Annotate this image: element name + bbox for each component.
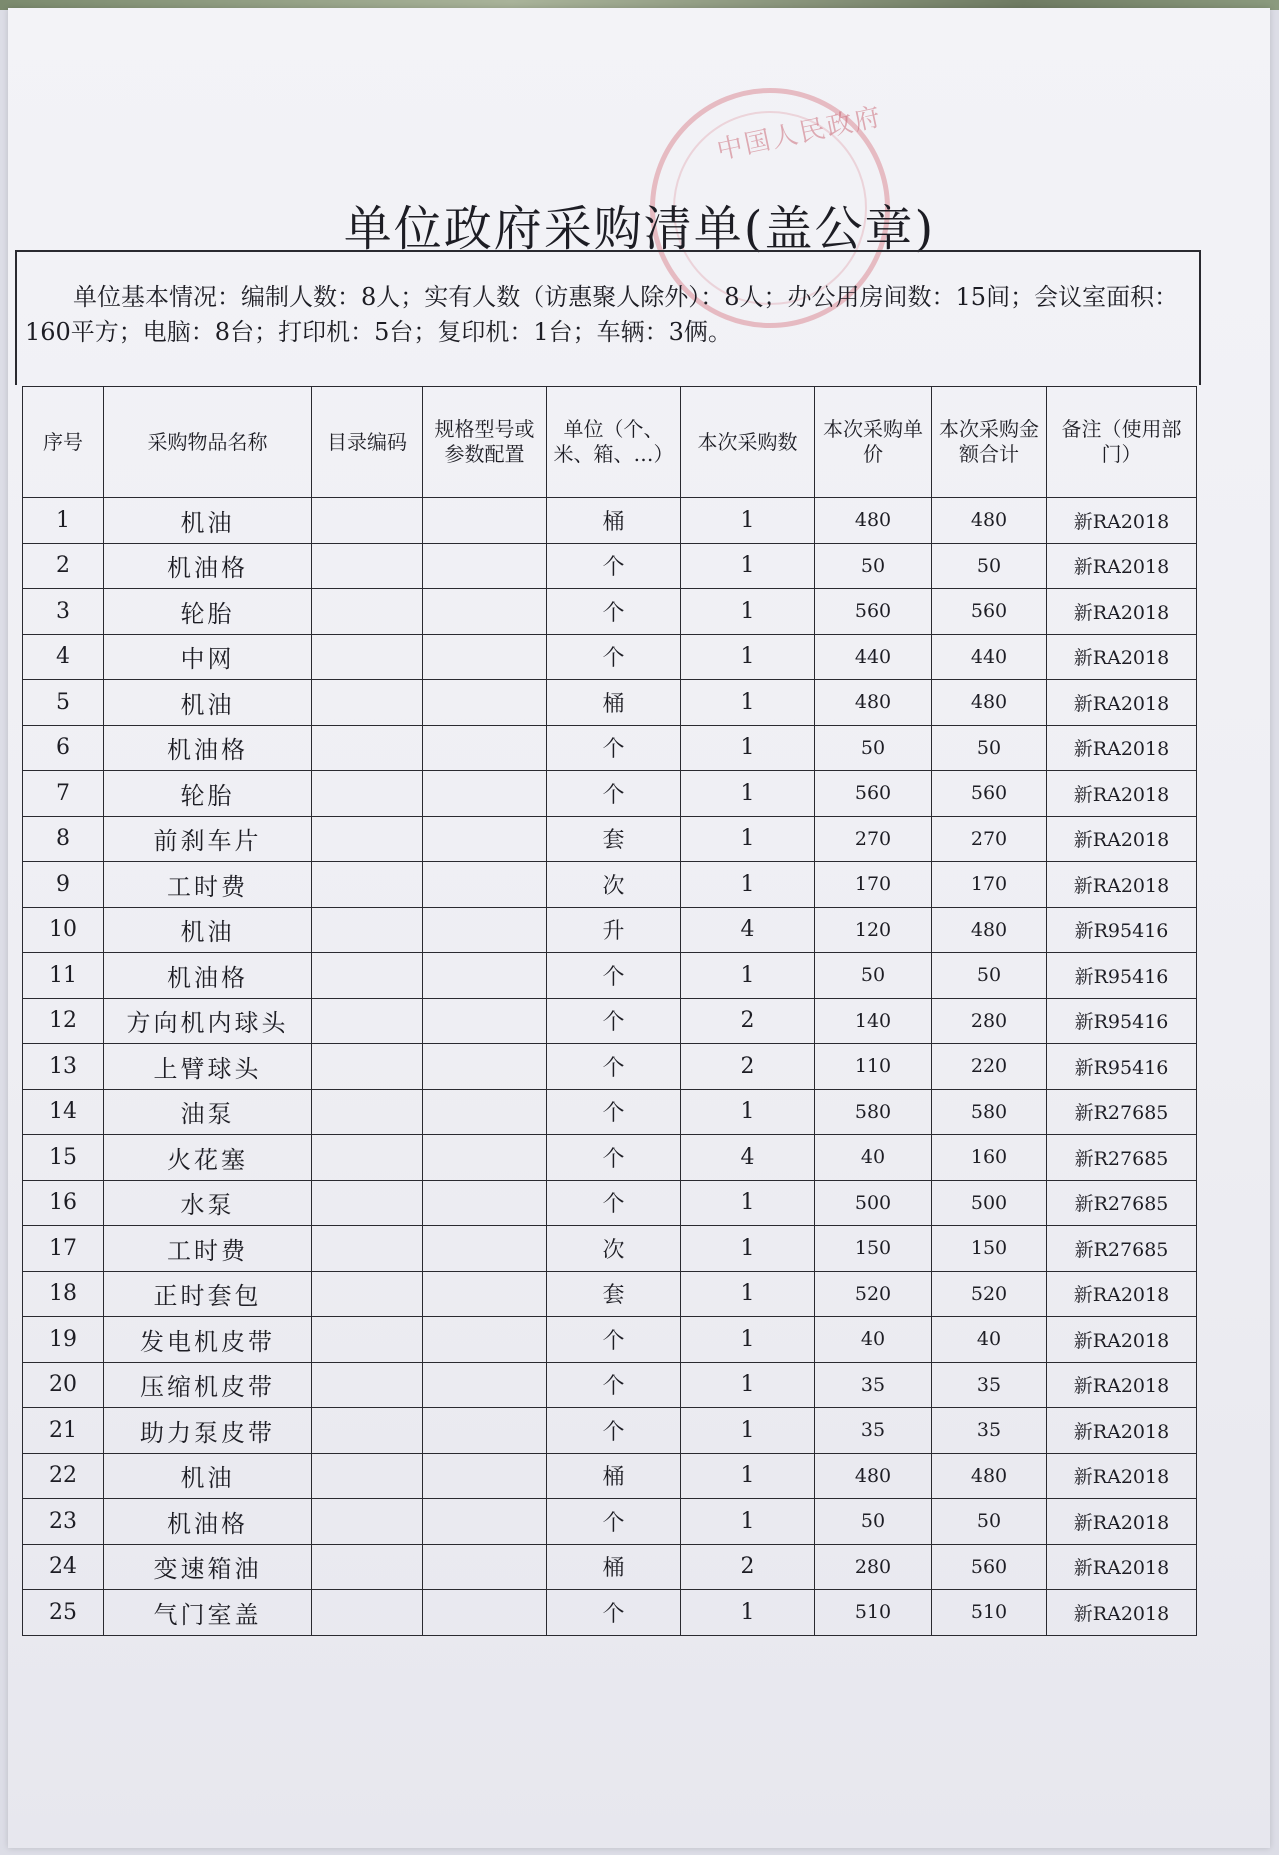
- row-total-amount: 560: [932, 589, 1047, 635]
- row-unit-price: 40: [815, 1135, 932, 1181]
- row-unit-price: 480: [815, 1453, 932, 1499]
- header-price: 本次采购单价: [815, 387, 932, 498]
- row-seq: 19: [23, 1317, 104, 1363]
- row-spec: [423, 634, 547, 680]
- row-total-amount: 50: [932, 543, 1047, 589]
- row-note: 新RA2018: [1047, 589, 1197, 635]
- row-catalog-code: [312, 498, 423, 544]
- row-catalog-code: [312, 1271, 423, 1317]
- row-spec: [423, 1453, 547, 1499]
- row-seq: 3: [23, 589, 104, 635]
- row-unit: 个: [547, 1499, 681, 1545]
- row-unit: 个: [547, 1362, 681, 1408]
- row-note: 新RA2018: [1047, 1408, 1197, 1454]
- row-quantity: 1: [681, 1226, 815, 1272]
- row-total-amount: 480: [932, 1453, 1047, 1499]
- row-unit-price: 140: [815, 998, 932, 1044]
- row-quantity: 1: [681, 498, 815, 544]
- header-seq: 序号: [23, 387, 104, 498]
- row-seq: 20: [23, 1362, 104, 1408]
- row-total-amount: 40: [932, 1317, 1047, 1363]
- row-note: 新R95416: [1047, 1044, 1197, 1090]
- row-quantity: 4: [681, 1135, 815, 1181]
- table-row: [23, 1453, 1197, 1499]
- row-seq: 23: [23, 1499, 104, 1545]
- row-quantity: 1: [681, 1590, 815, 1636]
- row-spec: [423, 1317, 547, 1363]
- row-seq: 18: [23, 1271, 104, 1317]
- row-total-amount: 560: [932, 1544, 1047, 1590]
- row-spec: [423, 907, 547, 953]
- row-note: 新RA2018: [1047, 816, 1197, 862]
- row-item-name: 前刹车片: [104, 816, 312, 862]
- row-note: 新RA2018: [1047, 1317, 1197, 1363]
- row-seq: 22: [23, 1453, 104, 1499]
- row-total-amount: 35: [932, 1362, 1047, 1408]
- row-unit-price: 150: [815, 1226, 932, 1272]
- row-spec: [423, 998, 547, 1044]
- row-quantity: 2: [681, 1044, 815, 1090]
- row-catalog-code: [312, 862, 423, 908]
- row-spec: [423, 543, 547, 589]
- row-total-amount: 50: [932, 1499, 1047, 1545]
- row-note: 新R27685: [1047, 1180, 1197, 1226]
- row-spec: [423, 1089, 547, 1135]
- row-item-name: 正时套包: [104, 1271, 312, 1317]
- row-quantity: 1: [681, 543, 815, 589]
- row-note: 新R27685: [1047, 1089, 1197, 1135]
- row-total-amount: 270: [932, 816, 1047, 862]
- table-row: [23, 1590, 1197, 1636]
- table-row: [23, 1271, 1197, 1317]
- row-total-amount: 35: [932, 1408, 1047, 1454]
- row-quantity: 1: [681, 589, 815, 635]
- row-spec: [423, 953, 547, 999]
- row-seq: 11: [23, 953, 104, 999]
- row-item-name: 中网: [104, 634, 312, 680]
- row-total-amount: 170: [932, 862, 1047, 908]
- row-item-name: 机油格: [104, 1499, 312, 1545]
- row-unit: 个: [547, 543, 681, 589]
- row-spec: [423, 589, 547, 635]
- row-catalog-code: [312, 1226, 423, 1272]
- table-row: [23, 1226, 1197, 1272]
- row-item-name: 气门室盖: [104, 1590, 312, 1636]
- row-catalog-code: [312, 816, 423, 862]
- row-seq: 9: [23, 862, 104, 908]
- row-unit: 次: [547, 862, 681, 908]
- header-spec: 规格型号或参数配置: [423, 387, 547, 498]
- row-unit: 个: [547, 1317, 681, 1363]
- row-unit-price: 120: [815, 907, 932, 953]
- table-header-row: [23, 387, 1197, 498]
- row-total-amount: 160: [932, 1135, 1047, 1181]
- row-item-name: 水泵: [104, 1180, 312, 1226]
- row-unit: 桶: [547, 680, 681, 726]
- row-spec: [423, 816, 547, 862]
- row-seq: 14: [23, 1089, 104, 1135]
- row-total-amount: 150: [932, 1226, 1047, 1272]
- row-unit: 个: [547, 1089, 681, 1135]
- basic-info-text: 单位基本情况：编制人数：8人；实有人数（访惠聚人除外）：8人；办公用房间数：15间；会议室面积：160平方；电脑：8台；打印机：5台；复印机：1台；车辆：3俩。: [25, 283, 1179, 346]
- row-spec: [423, 1226, 547, 1272]
- row-spec: [423, 498, 547, 544]
- row-spec: [423, 771, 547, 817]
- row-total-amount: 50: [932, 953, 1047, 999]
- row-total-amount: 580: [932, 1089, 1047, 1135]
- row-unit-price: 50: [815, 725, 932, 771]
- row-spec: [423, 1408, 547, 1454]
- table-row: [23, 1408, 1197, 1454]
- row-note: 新R95416: [1047, 907, 1197, 953]
- row-seq: 1: [23, 498, 104, 544]
- row-catalog-code: [312, 1180, 423, 1226]
- table-row: [23, 1180, 1197, 1226]
- row-item-name: 发电机皮带: [104, 1317, 312, 1363]
- procurement-table: [22, 386, 1197, 1636]
- row-catalog-code: [312, 771, 423, 817]
- row-total-amount: 220: [932, 1044, 1047, 1090]
- row-seq: 13: [23, 1044, 104, 1090]
- row-unit-price: 520: [815, 1271, 932, 1317]
- row-spec: [423, 1499, 547, 1545]
- row-note: 新RA2018: [1047, 771, 1197, 817]
- row-note: 新RA2018: [1047, 1499, 1197, 1545]
- row-unit: 次: [547, 1226, 681, 1272]
- header-name: 采购物品名称: [104, 387, 312, 498]
- row-unit: 个: [547, 1408, 681, 1454]
- row-item-name: 压缩机皮带: [104, 1362, 312, 1408]
- row-spec: [423, 725, 547, 771]
- row-spec: [423, 1590, 547, 1636]
- row-catalog-code: [312, 1044, 423, 1090]
- row-seq: 12: [23, 998, 104, 1044]
- table-row: [23, 907, 1197, 953]
- header-unit: 单位（个、米、箱、…）: [547, 387, 681, 498]
- row-catalog-code: [312, 634, 423, 680]
- row-quantity: 4: [681, 907, 815, 953]
- row-unit-price: 480: [815, 680, 932, 726]
- basic-info-box: [15, 250, 1201, 385]
- table-row: [23, 1362, 1197, 1408]
- row-unit: 个: [547, 1135, 681, 1181]
- row-item-name: 轮胎: [104, 589, 312, 635]
- row-quantity: 1: [681, 1453, 815, 1499]
- row-catalog-code: [312, 1544, 423, 1590]
- row-quantity: 1: [681, 1089, 815, 1135]
- row-unit-price: 170: [815, 862, 932, 908]
- row-unit: 个: [547, 771, 681, 817]
- row-item-name: 方向机内球头: [104, 998, 312, 1044]
- row-catalog-code: [312, 953, 423, 999]
- row-unit: 升: [547, 907, 681, 953]
- row-note: 新RA2018: [1047, 1590, 1197, 1636]
- row-unit: 个: [547, 953, 681, 999]
- row-quantity: 1: [681, 1271, 815, 1317]
- table-row: [23, 998, 1197, 1044]
- row-seq: 5: [23, 680, 104, 726]
- row-total-amount: 500: [932, 1180, 1047, 1226]
- row-item-name: 助力泵皮带: [104, 1408, 312, 1454]
- row-spec: [423, 680, 547, 726]
- table-row: [23, 725, 1197, 771]
- row-spec: [423, 1271, 547, 1317]
- row-total-amount: 50: [932, 725, 1047, 771]
- row-unit-price: 270: [815, 816, 932, 862]
- row-note: 新R27685: [1047, 1226, 1197, 1272]
- table-row: [23, 1089, 1197, 1135]
- row-spec: [423, 1180, 547, 1226]
- row-note: 新R95416: [1047, 953, 1197, 999]
- row-unit: 套: [547, 816, 681, 862]
- row-total-amount: 480: [932, 680, 1047, 726]
- row-catalog-code: [312, 543, 423, 589]
- row-catalog-code: [312, 1089, 423, 1135]
- row-total-amount: 480: [932, 498, 1047, 544]
- row-unit: 桶: [547, 1544, 681, 1590]
- row-seq: 10: [23, 907, 104, 953]
- row-unit: 个: [547, 1180, 681, 1226]
- row-note: 新RA2018: [1047, 634, 1197, 680]
- header-qty: 本次采购数: [681, 387, 815, 498]
- row-unit-price: 480: [815, 498, 932, 544]
- row-quantity: 1: [681, 680, 815, 726]
- row-note: 新RA2018: [1047, 1544, 1197, 1590]
- row-unit-price: 560: [815, 589, 932, 635]
- table-row: [23, 634, 1197, 680]
- row-unit-price: 40: [815, 1317, 932, 1363]
- row-item-name: 机油: [104, 1453, 312, 1499]
- row-note: 新RA2018: [1047, 725, 1197, 771]
- row-quantity: 1: [681, 816, 815, 862]
- table-row: [23, 953, 1197, 999]
- row-unit-price: 440: [815, 634, 932, 680]
- row-item-name: 工时费: [104, 862, 312, 908]
- document-title: 单位政府采购清单(盖公章): [343, 201, 936, 257]
- row-unit: 个: [547, 1044, 681, 1090]
- row-unit: 个: [547, 1590, 681, 1636]
- row-quantity: 2: [681, 1544, 815, 1590]
- row-total-amount: 280: [932, 998, 1047, 1044]
- row-spec: [423, 1544, 547, 1590]
- table-row: [23, 589, 1197, 635]
- row-catalog-code: [312, 1362, 423, 1408]
- row-catalog-code: [312, 1317, 423, 1363]
- table-row: [23, 1317, 1197, 1363]
- row-note: 新R27685: [1047, 1135, 1197, 1181]
- row-item-name: 工时费: [104, 1226, 312, 1272]
- row-note: 新RA2018: [1047, 680, 1197, 726]
- row-item-name: 机油格: [104, 725, 312, 771]
- row-unit-price: 560: [815, 771, 932, 817]
- table-row: [23, 862, 1197, 908]
- row-item-name: 机油: [104, 680, 312, 726]
- row-seq: 16: [23, 1180, 104, 1226]
- table-row: [23, 1499, 1197, 1545]
- row-quantity: 1: [681, 1180, 815, 1226]
- table-row: [23, 1135, 1197, 1181]
- row-note: 新RA2018: [1047, 1271, 1197, 1317]
- row-item-name: 轮胎: [104, 771, 312, 817]
- row-quantity: 1: [681, 634, 815, 680]
- row-unit: 个: [547, 634, 681, 680]
- row-catalog-code: [312, 680, 423, 726]
- row-item-name: 机油格: [104, 543, 312, 589]
- row-catalog-code: [312, 725, 423, 771]
- row-catalog-code: [312, 998, 423, 1044]
- row-quantity: 1: [681, 953, 815, 999]
- row-seq: 17: [23, 1226, 104, 1272]
- row-seq: 21: [23, 1408, 104, 1454]
- row-unit: 桶: [547, 498, 681, 544]
- row-total-amount: 520: [932, 1271, 1047, 1317]
- row-item-name: 变速箱油: [104, 1544, 312, 1590]
- row-spec: [423, 1044, 547, 1090]
- row-unit-price: 50: [815, 543, 932, 589]
- row-unit: 个: [547, 998, 681, 1044]
- row-unit: 套: [547, 1271, 681, 1317]
- row-spec: [423, 862, 547, 908]
- table-row: [23, 498, 1197, 544]
- row-seq: 24: [23, 1544, 104, 1590]
- row-quantity: 1: [681, 862, 815, 908]
- row-quantity: 1: [681, 725, 815, 771]
- row-note: 新RA2018: [1047, 543, 1197, 589]
- row-total-amount: 440: [932, 634, 1047, 680]
- row-total-amount: 560: [932, 771, 1047, 817]
- table-row: [23, 816, 1197, 862]
- row-quantity: 1: [681, 1499, 815, 1545]
- table-row: [23, 543, 1197, 589]
- row-item-name: 油泵: [104, 1089, 312, 1135]
- row-spec: [423, 1135, 547, 1181]
- row-seq: 8: [23, 816, 104, 862]
- row-total-amount: 480: [932, 907, 1047, 953]
- row-catalog-code: [312, 1408, 423, 1454]
- header-code: 目录编码: [312, 387, 423, 498]
- header-total: 本次采购金额合计: [932, 387, 1047, 498]
- row-seq: 15: [23, 1135, 104, 1181]
- row-note: 新RA2018: [1047, 498, 1197, 544]
- row-unit: 个: [547, 725, 681, 771]
- row-unit-price: 500: [815, 1180, 932, 1226]
- row-quantity: 1: [681, 771, 815, 817]
- row-item-name: 机油: [104, 498, 312, 544]
- row-unit-price: 35: [815, 1408, 932, 1454]
- row-unit-price: 280: [815, 1544, 932, 1590]
- row-catalog-code: [312, 589, 423, 635]
- row-item-name: 火花塞: [104, 1135, 312, 1181]
- row-catalog-code: [312, 1590, 423, 1636]
- table-row: [23, 1544, 1197, 1590]
- row-seq: 4: [23, 634, 104, 680]
- row-seq: 2: [23, 543, 104, 589]
- row-unit-price: 50: [815, 1499, 932, 1545]
- row-item-name: 机油格: [104, 953, 312, 999]
- row-quantity: 1: [681, 1317, 815, 1363]
- row-note: 新RA2018: [1047, 862, 1197, 908]
- row-catalog-code: [312, 1453, 423, 1499]
- row-item-name: 机油: [104, 907, 312, 953]
- row-catalog-code: [312, 1135, 423, 1181]
- row-spec: [423, 1362, 547, 1408]
- row-seq: 6: [23, 725, 104, 771]
- row-total-amount: 510: [932, 1590, 1047, 1636]
- row-note: 新R95416: [1047, 998, 1197, 1044]
- table-row: [23, 1044, 1197, 1090]
- table-row: [23, 680, 1197, 726]
- row-note: 新RA2018: [1047, 1362, 1197, 1408]
- header-note: 备注（使用部门）: [1047, 387, 1197, 498]
- row-seq: 7: [23, 771, 104, 817]
- row-quantity: 2: [681, 998, 815, 1044]
- row-unit: 桶: [547, 1453, 681, 1499]
- row-item-name: 上臂球头: [104, 1044, 312, 1090]
- seal-text: 中国人民政府: [714, 101, 885, 167]
- row-catalog-code: [312, 1499, 423, 1545]
- row-quantity: 1: [681, 1362, 815, 1408]
- row-catalog-code: [312, 907, 423, 953]
- row-unit-price: 510: [815, 1590, 932, 1636]
- row-unit-price: 580: [815, 1089, 932, 1135]
- row-quantity: 1: [681, 1408, 815, 1454]
- table-row: [23, 771, 1197, 817]
- row-unit-price: 110: [815, 1044, 932, 1090]
- row-unit-price: 50: [815, 953, 932, 999]
- row-unit-price: 35: [815, 1362, 932, 1408]
- row-seq: 25: [23, 1590, 104, 1636]
- row-unit: 个: [547, 589, 681, 635]
- row-note: 新RA2018: [1047, 1453, 1197, 1499]
